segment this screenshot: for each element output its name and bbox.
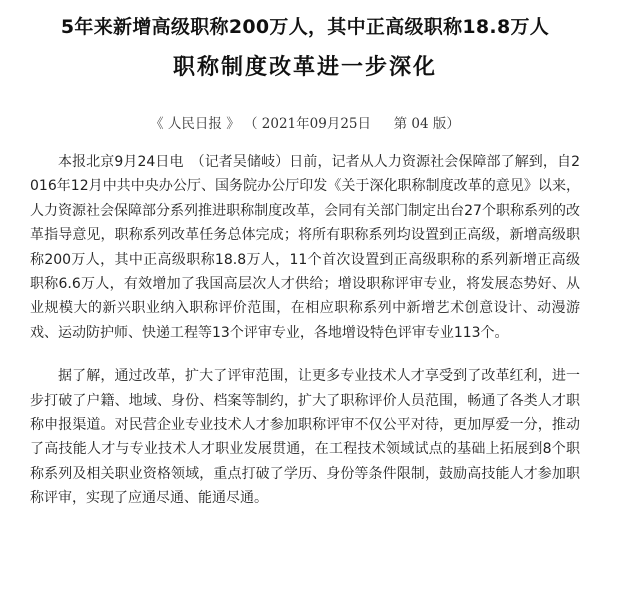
article-paragraph-2: 据了解，通过改革，扩大了评审范围，让更多专业技术人才享受到了改革红利，进一步打破了户籍、地域、身份、档案等制约，扩大了职称评价人员范围，畅通了各类人才职称申报渠道。对民营企业专业技术人才参加职称评审不仅公平对待，更加厚爱一分，推动了高技能人才与专业技术人才职业发展贯通，在工程技术领域试点的基础上拓展到8个职称系列及相关职业资格领域，重点打破了学历、身份等条件限制，鼓励高技能人才参加职称评审，实现了应通尽通、能通尽通。 [30,368,580,507]
newspaper-name: 《 人民日报 》 [150,116,240,132]
publish-date: （ 2021年09月25日 [244,116,372,132]
source-line [30,112,580,132]
article-paragraph-1: 本报北京9月24日电 （记者吴储岐）日前，记者从人力资源社会保障部了解到，自2016年12月中共中央办公厅、国务院办公厅印发《关于深化职称制度改革的意见》以来，人力资源社会保障部分系列推进职称制度改革，会同有关部门制定出台27个职称系列的改革指导意见，职称系列改革任务总体完成；将所有职称系列均设置到正高级，新增高级职称200万人，其中正高级职称18.8万人，11个首次设置到正高级职称的系列新增正高级职称6.6万人，有效增加了我国高层次人才供给；增设职称评审专业，将发展态势好、从业规模大的新兴职业纳入职称评价范围，在相应职称系列中新增艺术创意设计、动漫游戏、运动防护师、快递工程等13个评审专业，各地增设特色评审专业113个。 [30,154,580,341]
article-subtitle: 5年来新增高级职称200万人，其中正高级职称18.8万人 [60,16,550,38]
page-number: 第 04 版） [393,116,460,132]
article-title: 职称制度改革进一步深化 [172,55,437,80]
article-body [30,150,580,511]
